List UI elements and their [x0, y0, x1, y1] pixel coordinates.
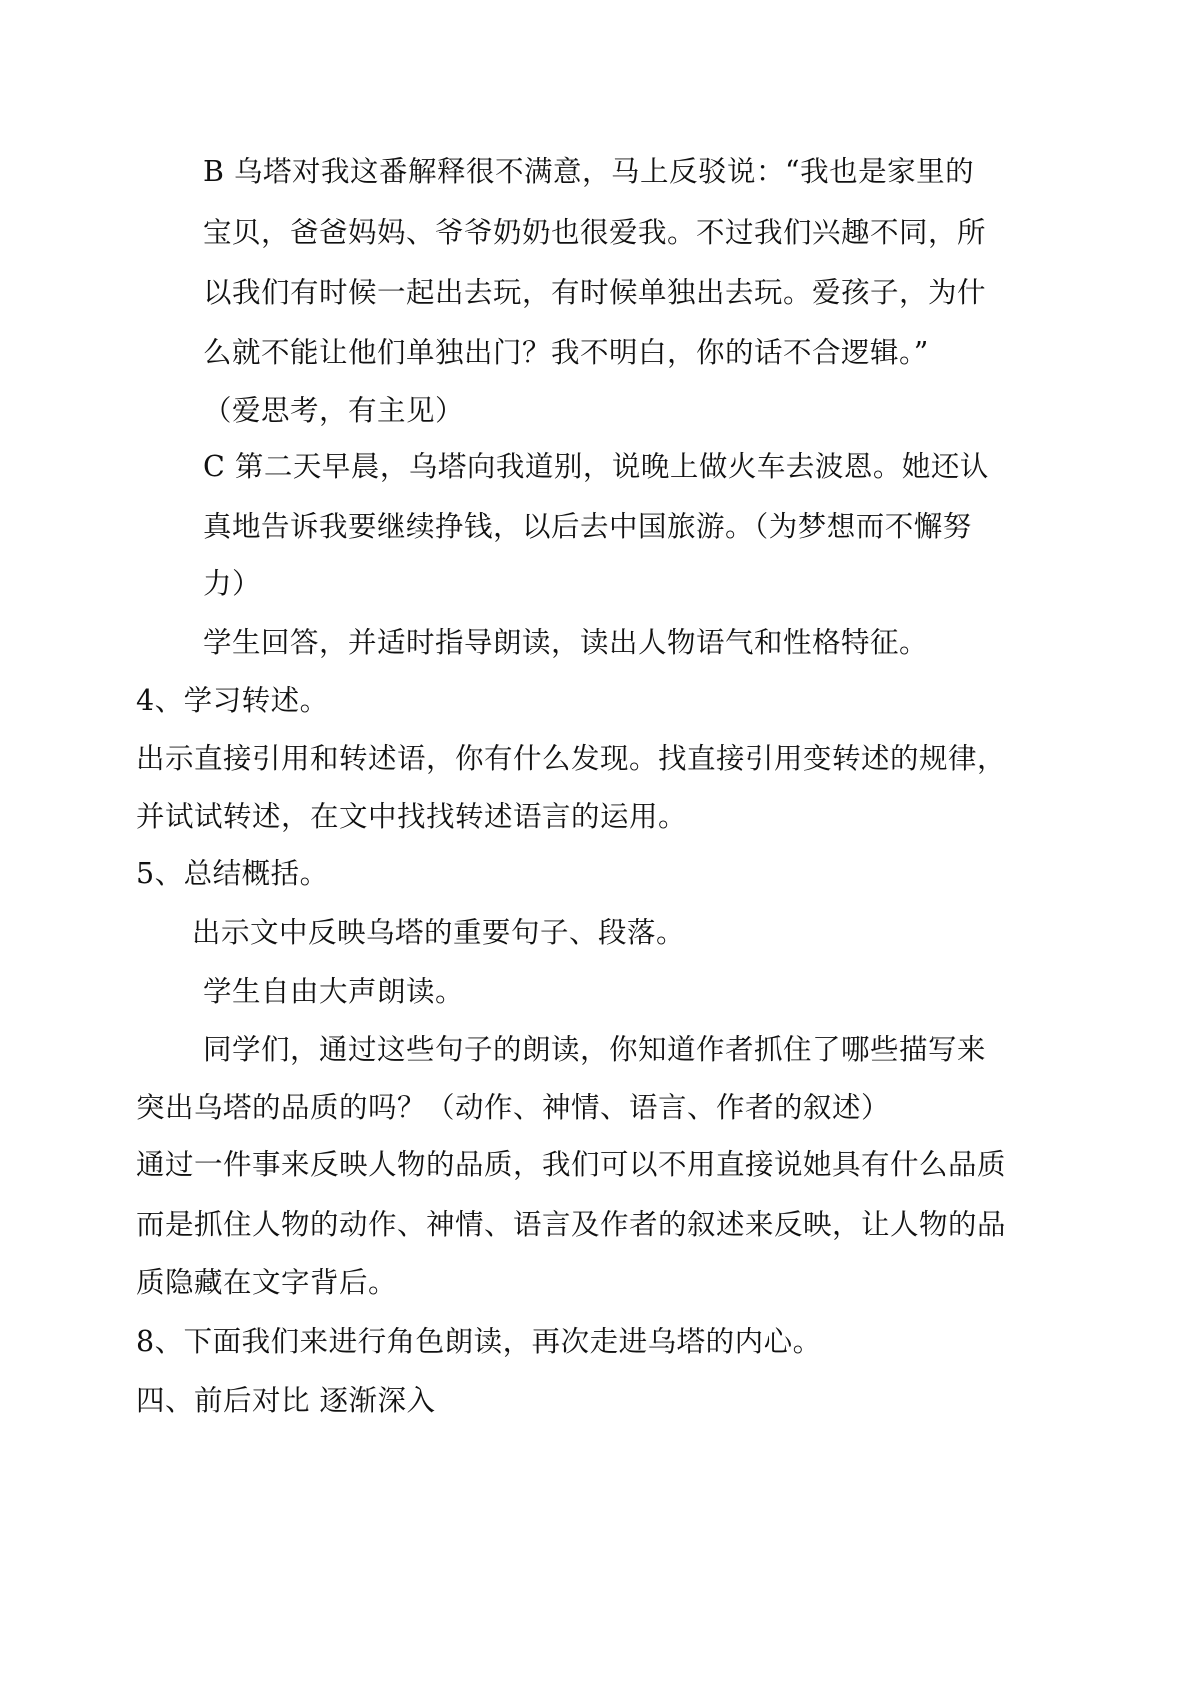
paragraph-b-line-4: 么就不能让他们单独出门？我不明白，你的话不合逻辑。”	[203, 336, 929, 369]
summary-line-1: 通过一件事来反映人物的品质，我们可以不用直接说她具有什么品质	[136, 1148, 1007, 1181]
step-8-heading: 8、下面我们来进行角色朗读，再次走进乌塔的内心。	[136, 1325, 822, 1358]
step-4-heading: 4、学习转述。	[136, 684, 329, 717]
paragraph-c-line-3: 力）	[203, 567, 262, 600]
student-answer-line: 学生回答，并适时指导朗读，读出人物语气和性格特征。	[203, 626, 929, 659]
paragraph-b-line-1: B 乌塔对我这番解释很不满意，马上反驳说：“我也是家里的	[203, 155, 975, 188]
step-5-question-line-2: 突出乌塔的品质的吗？（动作、神情、语言、作者的叙述）	[136, 1091, 891, 1124]
paragraph-b-line-2: 宝贝，爸爸妈妈、爷爷奶奶也很爱我。不过我们兴趣不同，所	[203, 216, 987, 249]
paragraph-c-line-2: 真地告诉我要继续挣钱，以后去中国旅游。（为梦想而不懈努	[203, 510, 972, 543]
summary-line-3: 质隐藏在文字背后。	[136, 1266, 398, 1299]
step-4-line-1: 出示直接引用和转述语，你有什么发现。找直接引用变转述的规律，	[136, 742, 1007, 775]
summary-line-2: 而是抓住人物的动作、神情、语言及作者的叙述来反映，让人物的品	[136, 1208, 1007, 1241]
section-4-heading: 四、前后对比 逐渐深入	[136, 1384, 436, 1417]
step-5-question-line-1: 同学们，通过这些句子的朗读，你知道作者抓住了哪些描写来	[203, 1033, 987, 1066]
step-5-line-2: 学生自由大声朗读。	[203, 975, 465, 1008]
step-4-line-2: 并试试转述，在文中找找转述语言的运用。	[136, 800, 688, 833]
paragraph-c-line-1: C 第二天早晨，乌塔向我道别，说晚上做火车去波恩。她还认	[203, 450, 989, 483]
step-5-line-1: 出示文中反映乌塔的重要句子、段落。	[192, 916, 686, 949]
paragraph-b-annotation: （爱思考，有主见）	[203, 394, 465, 427]
step-5-heading: 5、总结概括。	[136, 857, 329, 890]
paragraph-b-line-3: 以我们有时候一起出去玩，有时候单独出去玩。爱孩子，为什	[203, 276, 987, 309]
